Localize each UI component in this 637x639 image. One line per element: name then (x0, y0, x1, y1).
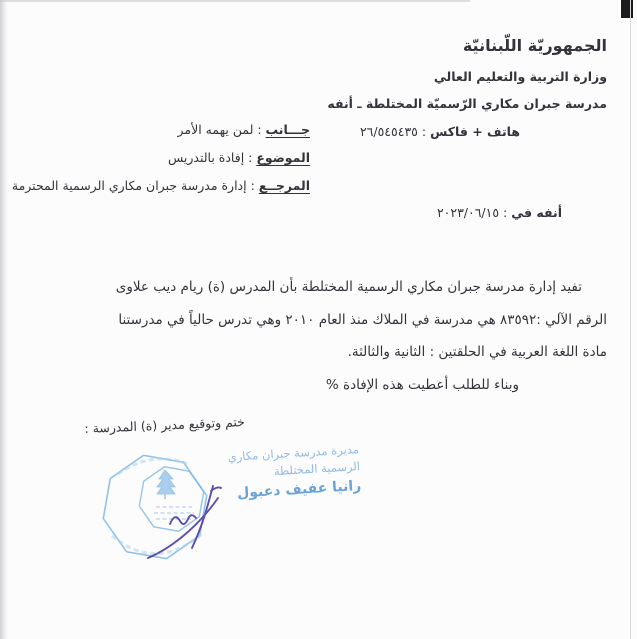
body-line-1: تفيد إدارة مدرسة جبران مكاري الرسمية المختلطة بأن المدرس (ة) ريام ديب علاوى (115, 279, 582, 295)
letter-body (29, 271, 607, 401)
name-stamp-line-1: مديرة مدرسة جبران مكاري (226, 441, 359, 464)
stamp-signature-caption: ختم وتوقيع مدير (ة) المدرسة : (83, 414, 245, 436)
scan-edge-left (0, 0, 8, 639)
phone-fax-line (360, 124, 520, 139)
name-stamp-line-3: رانيا عفيف دعبول (236, 477, 362, 502)
reference-label: المرجــع (258, 178, 310, 193)
to-row (178, 122, 310, 137)
to-value: : لمن يهمه الأمر (177, 122, 266, 137)
phone-fax-label: هاتف + فاكس (430, 124, 520, 139)
body-line-2: الرقم الآلي :٨٣٥٩٢ هي مدرسة في الملاك منذ العام ٢٠١٠ وهي تدرس حالياً في مدرستنا (118, 311, 607, 328)
letterhead-country: الجمهوريّة اللّبنانيّة (462, 36, 607, 55)
scan-edge-right (630, 0, 631, 639)
name-stamp-line-2: الرسمية المختلطة (272, 458, 360, 479)
date-label: أنفه في (511, 205, 562, 220)
to-label: جـــانب (265, 122, 310, 137)
letterhead (327, 36, 607, 111)
subject-value: : إفادة بالتدريس (167, 150, 257, 165)
reference-row (12, 178, 310, 193)
stamp-ring-faded-text (112, 459, 202, 554)
letterhead-ministry: وزارة التربية والتعليم العالي (433, 69, 607, 84)
director-name-stamp (227, 441, 362, 504)
letterhead-school: مدرسة جبران مكاري الرّسميّة المختلطة ـ أنفه (327, 96, 607, 111)
date-value: : ٢٠٢٣/٠٦/١٥ (436, 205, 512, 220)
body-line-3: مادة اللغة العربية في الحلقتين : الثانية والثالثة. (347, 344, 607, 360)
reference-value: : إدارة مدرسة جبران مكاري الرسمية المحترمة (11, 178, 259, 193)
subject-label: الموضوع (256, 150, 310, 165)
cedar-tree-icon (157, 470, 175, 499)
scan-edge-top (0, 0, 470, 2)
phone-fax-value: : ٢٦/٥٤٥٤٣٥ (359, 124, 431, 139)
body-line-4: وبناء للطلب أعطيت هذه الإفادة % (325, 376, 519, 393)
date-line (437, 205, 562, 220)
subject-row (168, 150, 310, 165)
scan-corner-mark (621, 0, 633, 18)
